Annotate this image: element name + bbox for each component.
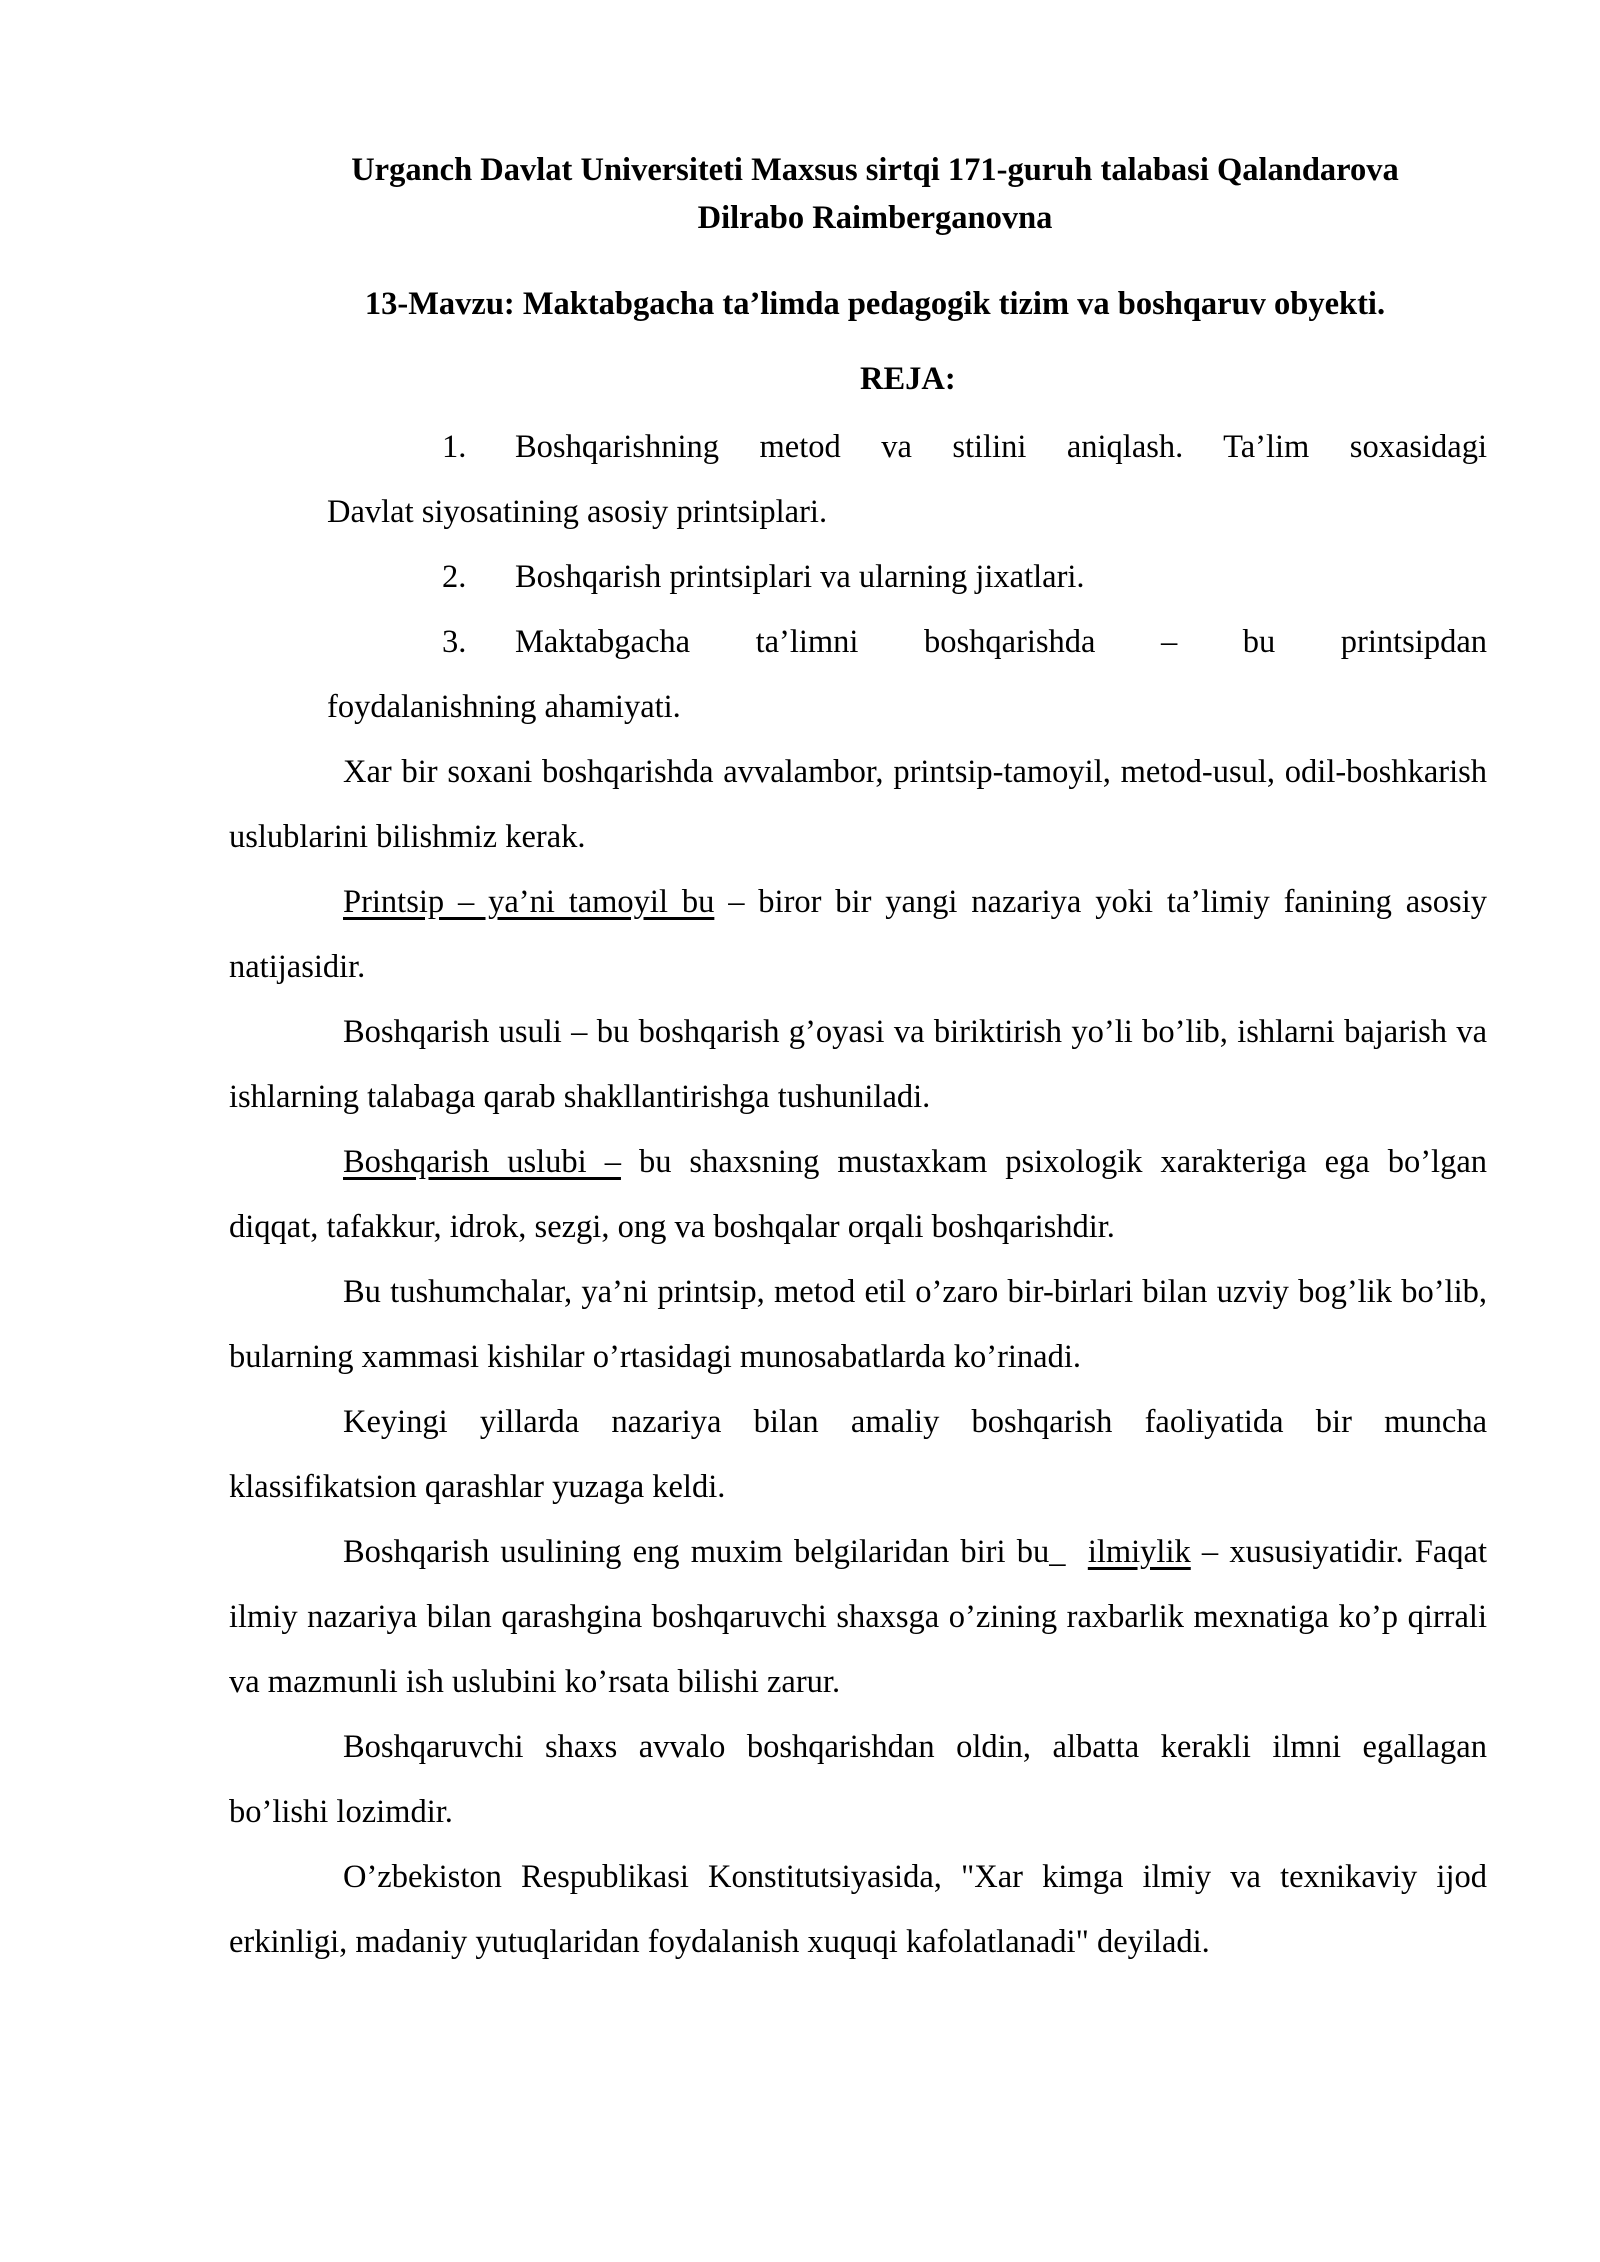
paragraph-3: Boshqarish usuli – bu boshqarish g’oyasi va biriktirish yo’li bo’lib, ishlarni bajarish va ishlarning talabaga qarab shakllantirishga tushuniladi. bbox=[229, 1014, 1487, 1115]
paragraph-6: Keyingi yillarda nazariya bilan amaliy boshqarish faoliyatida bir muncha klassifikatsion qarashlar yuzaga keldi. bbox=[229, 1404, 1487, 1505]
plan-item-number: 2. bbox=[442, 559, 467, 595]
plan-item-number: 3. bbox=[442, 624, 467, 660]
plan-item-text: Boshqarishning metod va stilini aniqlash. Ta’lim soxasidagi bbox=[515, 429, 1487, 465]
plan-item-text: Boshqarish printsiplari va ularning jixatlari. bbox=[515, 559, 1085, 595]
document-header bbox=[230, 146, 1520, 242]
term-ilmiylik: ilmiylik bbox=[1087, 1534, 1191, 1570]
plan-title: REJA: bbox=[860, 361, 956, 397]
paragraph-7 bbox=[229, 1520, 1487, 1715]
plan-item-continuation: foydalanishning ahamiyati. bbox=[327, 689, 681, 725]
paragraph-4 bbox=[229, 1130, 1487, 1260]
plan-item-1 bbox=[327, 415, 1487, 545]
paragraph-8: Boshqaruvchi shaxs avvalo boshqarishdan oldin, albatta kerakli ilmni egallagan bo’lishi lozimdir. bbox=[229, 1729, 1487, 1830]
paragraph-7-start: Boshqarish usulining eng muxim belgilaridan biri bu_ bbox=[343, 1534, 1088, 1570]
paragraph-4-text: bu shaxsning mustaxkam psixologik xarakteriga ega bo’lgan diqqat, tafakkur, idrok, sezgi, ong va boshqalar orqali boshqarishdir. bbox=[229, 1144, 1487, 1245]
header-line-1: Urganch Davlat Universiteti Maxsus sirtqi 171-guruh talabasi Qalandarova bbox=[351, 152, 1399, 188]
topic-title: 13-Mavzu: Maktabgacha ta’limda pedagogik tizim va boshqaruv obyekti. bbox=[364, 286, 1386, 322]
paragraph-1: Xar bir soxani boshqarishda avvalambor, printsip-tamoyil, metod-usul, odil-boshkarish uslublarini bilishmiz kerak. bbox=[229, 754, 1487, 855]
plan-item-number: 1. bbox=[442, 429, 467, 465]
plan-item-text: Maktabgacha ta’limni boshqarishda – bu printsipdan bbox=[515, 624, 1487, 660]
paragraph-7-text: – xususiyatidir. Faqat ilmiy nazariya bilan qarashgina boshqaruvchi shaxsga o’zining raxbarlik mexnatiga ko’p qirrali va mazmunli ish uslubini ko’rsata bilishi zarur. bbox=[229, 1534, 1487, 1700]
term-boshqarish-uslubi: Boshqarish uslubi – bbox=[343, 1144, 621, 1180]
term-printsip: Printsip – ya’ni tamoyil bu bbox=[343, 884, 715, 920]
plan-item-2 bbox=[327, 545, 1487, 610]
header-line-2: Dilrabo Raimberganovna bbox=[697, 200, 1053, 236]
paragraph-9: O’zbekiston Respublikasi Konstitutsiyasida, "Xar kimga ilmiy va texnikaviy ijod erkinligi, madaniy yutuqlaridan foydalanish xuquqi kafolatlanadi" deyiladi. bbox=[229, 1859, 1487, 1960]
document-body bbox=[229, 740, 1487, 1975]
paragraph-2-text: – biror bir yangi nazariya yoki ta’limiy fanining asosiy natijasidir. bbox=[229, 884, 1487, 985]
plan-item-continuation: Davlat siyosatining asosiy printsiplari. bbox=[327, 494, 828, 530]
plan-list bbox=[327, 415, 1487, 740]
paragraph-5: Bu tushumchalar, ya’ni printsip, metod etil o’zaro bir-birlari bilan uzviy bog’lik bo’lib, bularning xammasi kishilar o’rtasidagi munosabatlarda ko’rinadi. bbox=[229, 1274, 1487, 1375]
paragraph-2 bbox=[229, 870, 1487, 1000]
plan-item-3 bbox=[327, 610, 1487, 740]
